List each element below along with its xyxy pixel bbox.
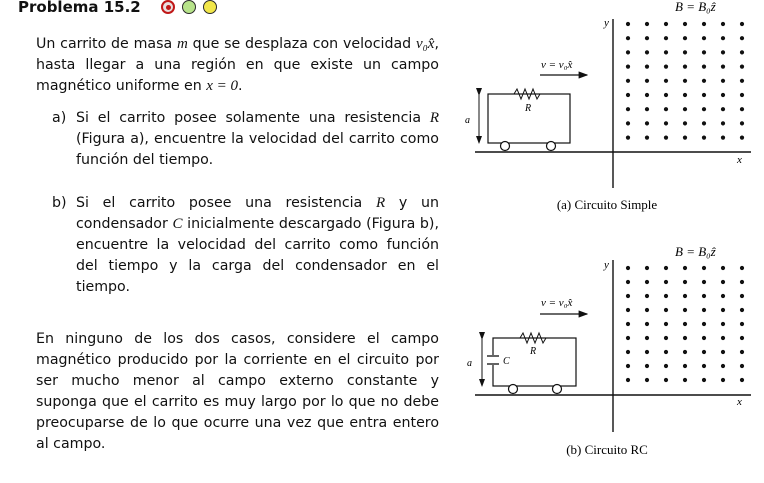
- cart-wheel-icon: [501, 142, 510, 151]
- field-dot: [645, 36, 649, 40]
- field-dot: [721, 22, 725, 26]
- field-dot: [664, 308, 668, 312]
- resistance-symbol: R: [375, 195, 386, 211]
- field-dot: [664, 121, 668, 125]
- capacitor-label-b: C: [503, 356, 510, 367]
- field-dot: [626, 136, 630, 140]
- field-dot: [645, 121, 649, 125]
- field-dot: [645, 65, 649, 69]
- field-dot: [740, 79, 744, 83]
- field-dot: [626, 294, 630, 298]
- field-dot: [740, 136, 744, 140]
- field-dot: [740, 308, 744, 312]
- field-dot: [664, 350, 668, 354]
- field-dot: [740, 336, 744, 340]
- field-dots-a: [626, 22, 744, 140]
- field-dot: [721, 121, 725, 125]
- caption-a: (a) Circuito Simple: [556, 197, 658, 212]
- field-dot: [626, 308, 630, 312]
- field-dot: [740, 107, 744, 111]
- field-dot: [683, 364, 687, 368]
- field-dot: [683, 136, 687, 140]
- field-dot: [626, 93, 630, 97]
- field-dot: [626, 22, 630, 26]
- field-dot: [645, 79, 649, 83]
- field-dot: [664, 364, 668, 368]
- intro-paragraph: Un carrito de masa m que se desplaza con velocidad v₀x̂, hasta llegar a una región en que existe un campo magnético uniforme en x = 0.: [36, 36, 439, 94]
- field-dot: [664, 280, 668, 284]
- field-dot: [626, 107, 630, 111]
- field-dot: [721, 79, 725, 83]
- height-label-a: a: [465, 115, 470, 126]
- field-dot: [740, 65, 744, 69]
- field-dot: [645, 136, 649, 140]
- field-dot: [664, 266, 668, 270]
- x-axis-label-b: x: [737, 396, 742, 408]
- field-dot: [645, 336, 649, 340]
- field-dot: [721, 280, 725, 284]
- field-dot: [626, 266, 630, 270]
- field-dot: [626, 280, 630, 284]
- field-dot: [683, 308, 687, 312]
- field-dot: [740, 294, 744, 298]
- field-dot: [721, 36, 725, 40]
- velocity-symbol: v₀x̂: [415, 36, 435, 52]
- field-dot: [683, 294, 687, 298]
- field-dot: [645, 308, 649, 312]
- field-dot: [702, 294, 706, 298]
- field-dot: [702, 36, 706, 40]
- field-dot: [721, 308, 725, 312]
- field-dot: [645, 107, 649, 111]
- problem-header: [18, 0, 217, 17]
- field-dot: [683, 322, 687, 326]
- field-dot: [702, 136, 706, 140]
- field-dot: [740, 93, 744, 97]
- cart-wheel-icon: [547, 142, 556, 151]
- closing-paragraph: En ninguno de los dos casos, considere el campo magnético producido por la corriente en el circuito por ser mucho menor al campo externo constante y suponga que el carrito es muy largo por lo que no debe preocuparse de lo que ocurre una vez que entra entero al campo.: [36, 331, 439, 452]
- field-dot: [626, 121, 630, 125]
- field-dot: [740, 121, 744, 125]
- field-dot: [702, 22, 706, 26]
- field-dot: [702, 65, 706, 69]
- problem-title: Problema 15.2: [18, 0, 141, 16]
- question-b: b) Si el carrito posee una resistencia R y un condensador C inicialmente descargado (Figura b), encuentre la velocidad del carrito como función del tiempo y la carga del condensador en el tiempo.: [52, 195, 439, 295]
- field-label-b: B = B₀ẑ: [675, 244, 716, 259]
- field-dot: [626, 336, 630, 340]
- field-dot: [683, 266, 687, 270]
- resistor-label-a: R: [525, 103, 532, 114]
- field-dot: [702, 107, 706, 111]
- question-a-label: a): [52, 110, 67, 126]
- field-dot: [626, 322, 630, 326]
- field-dot: [626, 65, 630, 69]
- field-dot: [740, 22, 744, 26]
- field-dot: [702, 266, 706, 270]
- field-dot: [740, 280, 744, 284]
- field-dot: [721, 378, 725, 382]
- field-dot: [702, 50, 706, 54]
- field-dot: [645, 93, 649, 97]
- field-dot: [721, 322, 725, 326]
- field-dot: [702, 280, 706, 284]
- field-dot: [664, 378, 668, 382]
- field-dot: [740, 266, 744, 270]
- x-axis-label-a: x: [737, 154, 742, 166]
- field-dot: [683, 378, 687, 382]
- field-dot: [702, 79, 706, 83]
- y-axis-label-a: y: [604, 17, 609, 29]
- field-dot: [664, 294, 668, 298]
- field-dot: [645, 50, 649, 54]
- figure-a: [465, 0, 751, 212]
- field-dot: [721, 93, 725, 97]
- field-dot: [683, 336, 687, 340]
- height-label-b: a: [467, 358, 472, 369]
- green-check-icon: [182, 0, 196, 14]
- field-dot: [683, 350, 687, 354]
- velocity-label-b: v = v₀x̂: [541, 297, 573, 309]
- field-dot: [702, 350, 706, 354]
- y-axis-label-b: y: [604, 259, 609, 271]
- field-dot: [626, 36, 630, 40]
- field-dot: [702, 121, 706, 125]
- field-dot: [645, 22, 649, 26]
- capacitor-symbol: C: [172, 216, 183, 232]
- field-dot: [721, 50, 725, 54]
- cart-body-a: [488, 94, 570, 143]
- field-dot: [664, 93, 668, 97]
- field-dot: [683, 107, 687, 111]
- field-dot: [683, 280, 687, 284]
- field-dot: [626, 364, 630, 368]
- field-dot: [702, 322, 706, 326]
- field-dot: [626, 79, 630, 83]
- field-dot: [740, 378, 744, 382]
- field-dot: [740, 50, 744, 54]
- field-dot: [721, 350, 725, 354]
- field-dot: [721, 107, 725, 111]
- field-dot: [626, 378, 630, 382]
- field-dots-b: [626, 266, 744, 382]
- field-dot: [664, 22, 668, 26]
- field-dot: [721, 364, 725, 368]
- field-dot: [702, 336, 706, 340]
- field-dot: [702, 378, 706, 382]
- field-dot: [740, 322, 744, 326]
- field-dot: [683, 93, 687, 97]
- field-dot: [683, 50, 687, 54]
- field-dot: [740, 350, 744, 354]
- field-dot: [702, 93, 706, 97]
- field-dot: [664, 50, 668, 54]
- yellow-clock-icon: [203, 0, 217, 14]
- cart-wheel-icon: [509, 385, 518, 394]
- field-dot: [626, 50, 630, 54]
- field-dot: [702, 308, 706, 312]
- field-dot: [664, 107, 668, 111]
- red-target-icon: [161, 0, 175, 14]
- boundary-equation: x = 0: [206, 78, 238, 94]
- field-dot: [645, 378, 649, 382]
- field-dot: [740, 364, 744, 368]
- mass-symbol: m: [176, 36, 188, 52]
- field-dot: [721, 294, 725, 298]
- question-b-label: b): [52, 195, 67, 211]
- field-dot: [702, 364, 706, 368]
- field-label-a: B = B₀ẑ: [675, 0, 716, 14]
- field-dot: [645, 350, 649, 354]
- field-dot: [645, 364, 649, 368]
- field-dot: [721, 266, 725, 270]
- field-dot: [664, 36, 668, 40]
- field-dot: [721, 336, 725, 340]
- caption-b: (b) Circuito RC: [566, 442, 648, 457]
- figures-panel: [445, 0, 764, 483]
- field-dot: [664, 336, 668, 340]
- field-dot: [683, 121, 687, 125]
- field-dot: [740, 36, 744, 40]
- field-dot: [721, 136, 725, 140]
- velocity-label-a: v = v₀x̂: [541, 59, 573, 71]
- field-dot: [645, 266, 649, 270]
- field-dot: [664, 79, 668, 83]
- field-dot: [683, 36, 687, 40]
- field-dot: [626, 350, 630, 354]
- field-dot: [664, 136, 668, 140]
- field-dot: [683, 65, 687, 69]
- field-dot: [664, 65, 668, 69]
- resistance-symbol: R: [429, 110, 439, 126]
- field-dot: [645, 294, 649, 298]
- field-dot: [683, 79, 687, 83]
- field-dot: [664, 322, 668, 326]
- field-dot: [721, 65, 725, 69]
- cart-wheel-icon: [553, 385, 562, 394]
- question-a: a) Si el carrito posee solamente una resistencia R (Figura a), encuentre la velocidad del carrito como función del tiempo.: [52, 110, 439, 168]
- figure-b: [467, 244, 751, 457]
- field-dot: [645, 322, 649, 326]
- resistor-label-b: R: [530, 346, 537, 357]
- field-dot: [683, 22, 687, 26]
- field-dot: [645, 280, 649, 284]
